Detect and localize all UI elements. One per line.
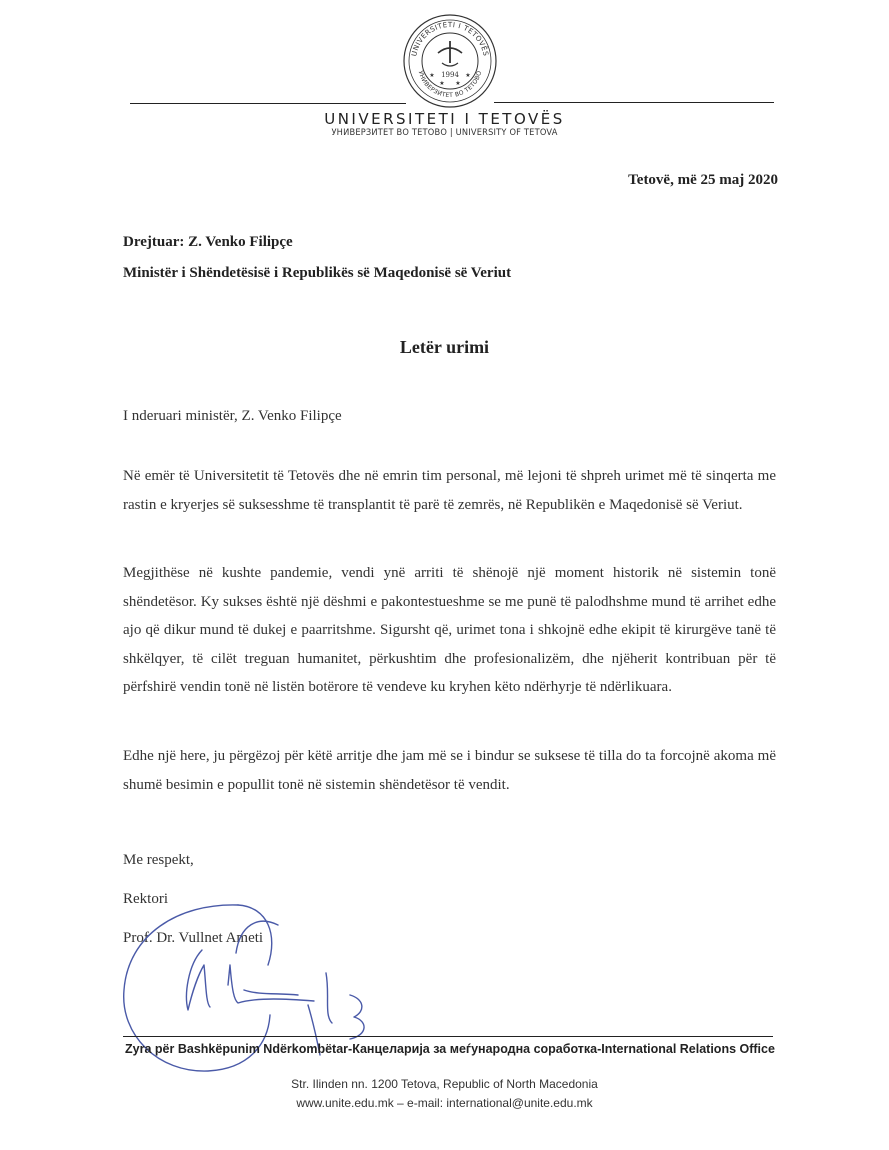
footer-address: Str. Ilinden nn. 1200 Tetova, Republic of North Macedonia	[291, 1077, 598, 1091]
letterhead-rule-left	[130, 103, 406, 104]
seal-ring-text: UNIVERSITETI I TETOVËS	[410, 20, 490, 58]
salutation: I nderuari ministër, Z. Venko Filipçe	[123, 408, 342, 424]
letter-heading: Letër urimi	[399, 337, 490, 357]
seal-year: 1994	[441, 71, 459, 79]
closing: Me respekt,	[123, 852, 194, 868]
university-name: UNIVERSITETI I TETOVËS	[324, 110, 565, 128]
svg-text:★: ★	[439, 81, 445, 87]
body-paragraph-1: Në emër të Universitetit të Tetovës dhe në emrin tim personal, më lejoni të shpreh urimet më të sinqerta me rastin e kryerjes së suksesshme të transplantit të parë të zemrës, në Republikën e Maqedonisë së Veriut.	[123, 468, 776, 513]
footer-contact: www.unite.edu.mk – e-mail: international@unite.edu.mk	[296, 1096, 593, 1110]
university-subtitle: УНИВЕРЗИТЕТ ВО ТЕТОВО | UNIVERSITY OF TETOVA	[331, 128, 558, 138]
signer-title: Rektori	[123, 891, 168, 907]
date-line: Tetovë, më 25 maj 2020	[628, 172, 778, 188]
letterhead-rule-right	[494, 102, 774, 103]
svg-text:★: ★	[429, 73, 435, 79]
recipient-line-2: Ministër i Shëndetësisë i Republikës së Maqedonisë së Veriut	[123, 265, 512, 281]
footer-office: Zyra për Bashkëpunim Ndërkombëtar-Канцеларија за меѓународна соработка-International Relations Office	[125, 1042, 775, 1056]
body-paragraph-3: Edhe një here, ju përgëzoj për këtë arritje dhe jam më se i bindur se suksese të tilla do ta forcojnë akoma më shumë besimin e popullit tonë në sistemin shëndetësor të vendit.	[123, 748, 776, 793]
recipient-line-1: Drejtuar: Z. Venko Filipçe	[123, 234, 293, 250]
svg-text:★: ★	[455, 81, 461, 87]
svg-text:★: ★	[465, 73, 471, 79]
university-seal	[402, 13, 498, 109]
footer-rule	[123, 1036, 773, 1037]
body-paragraph-2: Megjithëse në kushte pandemie, vendi ynë arriti të shënojë një moment historik në sistemin tonë shëndetësor. Ky sukses është një dëshmi e pakontestueshme se me punë të palodhshme mund të arrihet edhe ajo që dikur mund të dukej e paarritshme. Sigursht që, urimet tona i shkojnë edhe ekipit të kirurgëve tanë të shkëlqyer, të cilët treguan humanitet, përkushtim dhe profesionalizëm, dhe njëherit kontribuan për të përfshirë vendin tonë në listën botërore të vendeve ku kryhen këto ndërhyrje të ndërlikuara.	[123, 565, 776, 695]
seal-ring-text-lower: УНИВЕРЗИТЕТ ВО ТЕТОВО	[416, 70, 484, 100]
signer-name: Prof. Dr. Vullnet Ameti	[123, 930, 264, 946]
